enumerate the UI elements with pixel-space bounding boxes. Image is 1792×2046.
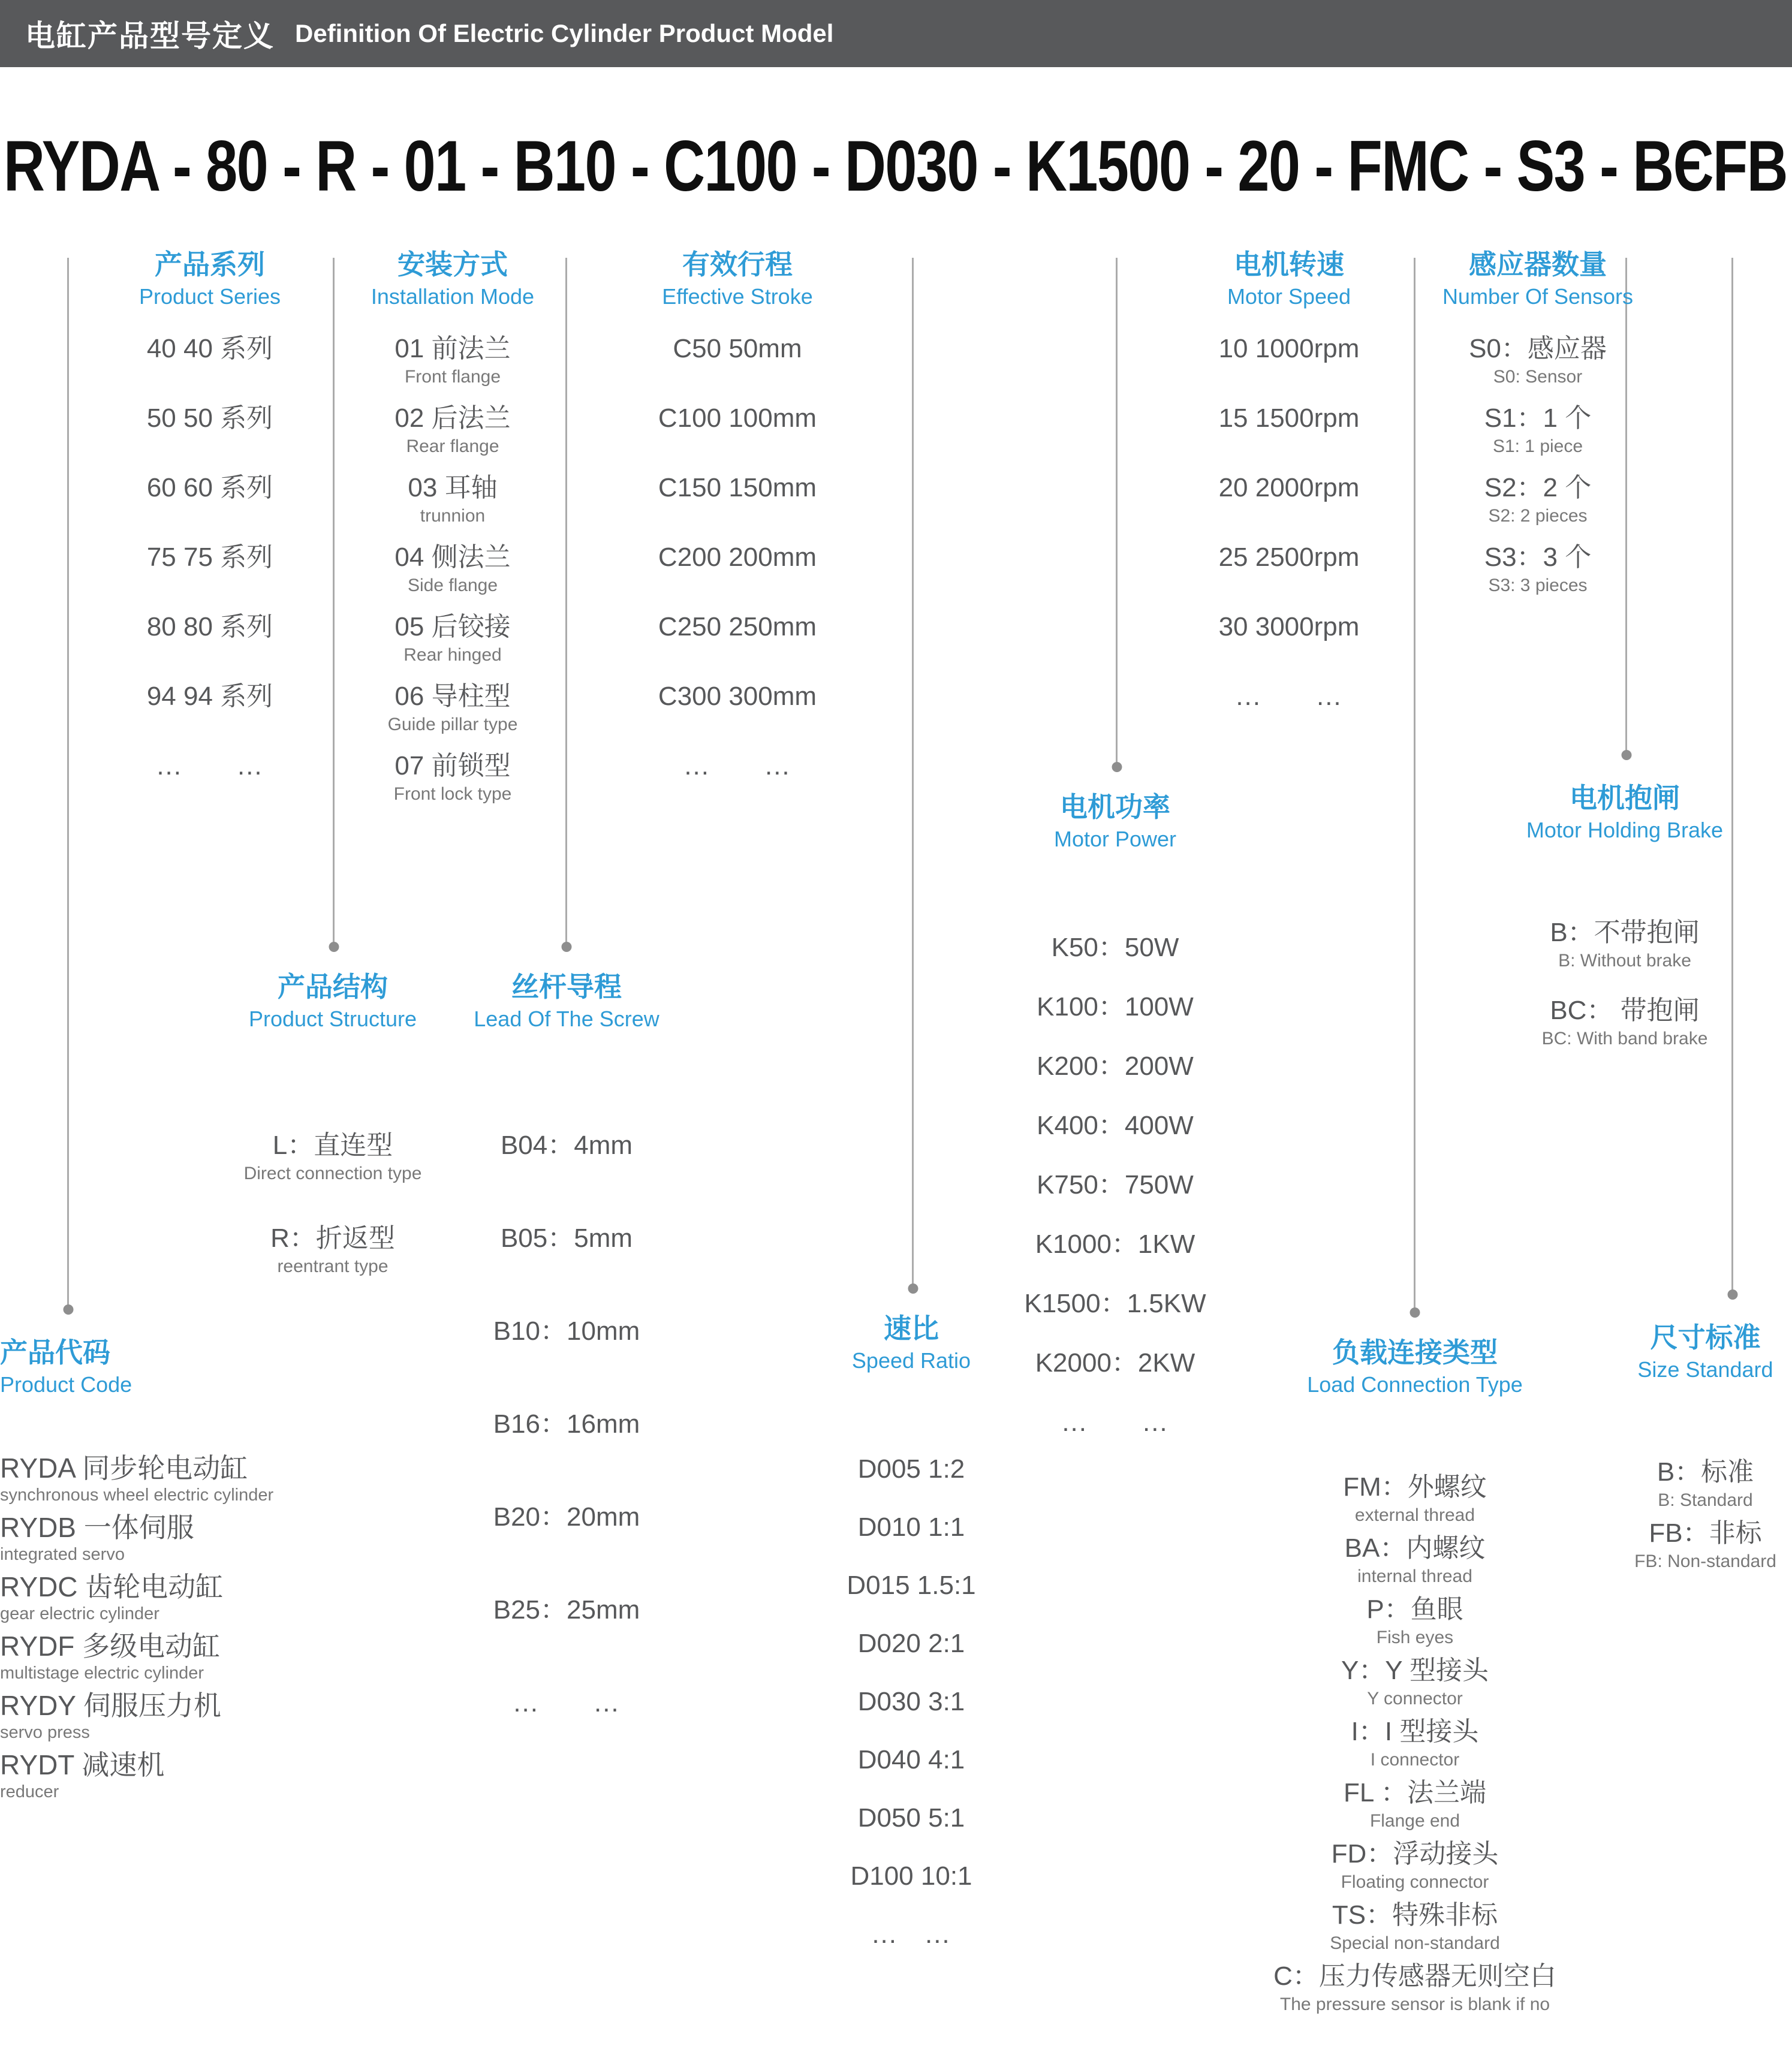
- item-sublabel: multistage electric cylinder: [0, 1664, 204, 1683]
- leader-dot: [561, 942, 571, 952]
- list-item: [1205, 1471, 1625, 1532]
- list-item: B16：16mm: [493, 1409, 640, 1439]
- item-sublabel: reentrant type: [277, 1256, 388, 1276]
- list-item: 15 1500rpm: [1218, 403, 1360, 433]
- list-item: 50 50 系列: [146, 403, 273, 433]
- section-title-zh: 安装方式: [397, 249, 508, 280]
- section-title-zh: 产品代码: [0, 1337, 110, 1368]
- section-title-en: Effective Stroke: [662, 284, 813, 309]
- ellipsis-item: ... ...: [513, 1688, 620, 1717]
- section-product-series: [72, 246, 348, 819]
- section-title-zh: 电机抱闸: [1570, 782, 1680, 813]
- list-item: C200 200mm: [658, 543, 817, 572]
- section-motor-holding-brake: [1457, 779, 1792, 1072]
- item-sublabel: reducer: [0, 1782, 59, 1801]
- list-item: C300 300mm: [658, 682, 817, 711]
- list-item: K750：750W: [1037, 1170, 1194, 1200]
- list-item: [0, 1629, 570, 1689]
- item-label: TS：特殊非标: [1332, 1900, 1498, 1930]
- section-title-zh: 产品系列: [155, 249, 265, 280]
- list-item: [1457, 994, 1792, 1072]
- item-label: FB：非标: [1649, 1518, 1762, 1548]
- list-item: [339, 541, 567, 610]
- item-label: RYDT 减速机: [0, 1749, 165, 1780]
- list-item: [0, 1748, 570, 1807]
- list-item: [339, 332, 567, 402]
- list-item: C50 50mm: [673, 334, 802, 363]
- list-item: D040 4:1: [857, 1745, 965, 1774]
- size-standard-list: [1619, 1456, 1792, 1578]
- section-installation-mode: [339, 246, 567, 819]
- list-item: [198, 1129, 468, 1222]
- section-title-en: Motor Holding Brake: [1526, 818, 1724, 842]
- leader-line-product-code: [67, 258, 69, 1310]
- item-label: 05 后铰接: [394, 612, 511, 641]
- product-series-list: [72, 332, 348, 819]
- section-title-zh: 感应器数量: [1469, 249, 1607, 280]
- section-title-en: Product Structure: [248, 1007, 417, 1031]
- section-product-code: [0, 1334, 570, 1807]
- section-title-en: Size Standard: [1637, 1357, 1773, 1382]
- list-item: [1205, 1654, 1625, 1715]
- list-item: K200：200W: [1037, 1051, 1194, 1081]
- section-title-en: Speed Ratio: [851, 1348, 971, 1373]
- item-sublabel: BC: With band brake: [1541, 1029, 1708, 1048]
- leader-line-motor-power: [1116, 258, 1118, 767]
- section-title-zh: 有效行程: [682, 249, 793, 280]
- list-item: [339, 610, 567, 680]
- item-sublabel: I connector: [1370, 1750, 1460, 1770]
- section-title-zh: 电机功率: [1060, 791, 1170, 822]
- list-item: [0, 1511, 570, 1570]
- list-item: [1418, 332, 1658, 402]
- item-label: 04 侧法兰: [394, 543, 511, 572]
- item-sublabel: Special non-standard: [1330, 1933, 1500, 1953]
- item-sublabel: servo press: [0, 1723, 90, 1742]
- item-sublabel: Front flange: [404, 367, 501, 387]
- item-sublabel: S0: Sensor: [1493, 367, 1583, 387]
- list-item: 40 40 系列: [146, 334, 273, 363]
- section-title-zh: 产品结构: [278, 971, 388, 1002]
- list-item: [1205, 1715, 1625, 1776]
- list-item: 30 3000rpm: [1218, 612, 1360, 641]
- leader-dot: [1409, 1307, 1420, 1318]
- leader-dot: [1727, 1289, 1737, 1300]
- item-label: L：直连型: [272, 1131, 393, 1160]
- list-item: [0, 1689, 570, 1748]
- ellipsis-item: ... ...: [872, 1920, 951, 1949]
- section-number-of-sensors: [1418, 246, 1658, 610]
- item-sublabel: Fish eyes: [1376, 1628, 1454, 1647]
- motor-brake-list: [1457, 916, 1792, 1072]
- item-label: R：折返型: [270, 1224, 395, 1253]
- list-item: D020 2:1: [857, 1629, 965, 1658]
- ellipsis-item: ... ...: [684, 751, 791, 781]
- item-sublabel: Side flange: [407, 575, 498, 595]
- item-sublabel: Y connector: [1367, 1689, 1463, 1708]
- item-sublabel: Flange end: [1369, 1811, 1460, 1831]
- item-sublabel: S3: 3 pieces: [1488, 575, 1588, 595]
- list-item: [1457, 916, 1792, 994]
- list-item: 10 1000rpm: [1218, 334, 1360, 363]
- item-label: C：压力传感器无则空白: [1273, 1961, 1556, 1991]
- item-sublabel: Direct connection type: [243, 1164, 422, 1183]
- list-item: [198, 1222, 468, 1315]
- list-item: [339, 471, 567, 541]
- list-item: [1418, 402, 1658, 471]
- list-item: D100 10:1: [850, 1861, 972, 1891]
- item-sublabel: Rear hinged: [403, 645, 502, 665]
- list-item: B10：10mm: [493, 1316, 640, 1346]
- section-title-en: Lead Of The Screw: [474, 1007, 659, 1031]
- item-label: S0：感应器: [1469, 334, 1607, 363]
- item-sublabel: gear electric cylinder: [0, 1604, 159, 1623]
- item-label: FM：外螺纹: [1343, 1472, 1487, 1502]
- item-label: FL ：法兰端: [1344, 1778, 1486, 1807]
- list-item: [1418, 541, 1658, 610]
- item-sublabel: B: Standard: [1658, 1490, 1753, 1510]
- leader-dot: [63, 1304, 73, 1315]
- section-title-en: Load Connection Type: [1307, 1372, 1523, 1397]
- list-item: D010 1:1: [857, 1512, 965, 1542]
- item-label: I：I 型接头: [1351, 1717, 1479, 1746]
- item-label: FD：浮动接头: [1331, 1839, 1499, 1869]
- list-item: B04：4mm: [500, 1131, 633, 1160]
- leader-line-size-standard: [1731, 258, 1733, 1295]
- item-label: 02 后法兰: [394, 403, 511, 433]
- list-item: [0, 1451, 570, 1511]
- item-sublabel: integrated servo: [0, 1545, 125, 1564]
- section-title-zh: 负载连接类型: [1332, 1337, 1498, 1368]
- speed-ratio-list: [773, 1453, 1049, 1976]
- list-item: C250 250mm: [658, 612, 817, 641]
- list-item: [1205, 1960, 1625, 2021]
- item-label: S2：2 个: [1484, 473, 1592, 502]
- section-title-en: Number Of Sensors: [1442, 284, 1634, 309]
- list-item: [1205, 1776, 1625, 1837]
- item-sublabel: Floating connector: [1341, 1872, 1489, 1892]
- ellipsis-item: ... ...: [1062, 1408, 1168, 1437]
- section-title-en: Motor Speed: [1227, 284, 1351, 309]
- item-sublabel: The pressure sensor is blank if no: [1279, 1994, 1550, 2014]
- list-item: K2000：2KW: [1035, 1348, 1195, 1378]
- section-title-zh: 尺寸标准: [1650, 1322, 1761, 1353]
- leader-line-speed-ratio: [912, 258, 914, 1289]
- list-item: [1619, 1456, 1792, 1517]
- list-item: [1205, 1899, 1625, 1960]
- list-item: B25：25mm: [493, 1595, 640, 1625]
- list-item: [1619, 1517, 1792, 1578]
- item-label: 07 前锁型: [394, 751, 511, 781]
- page-title-zh: 电缸产品型号定义: [25, 19, 275, 53]
- list-item: K1500：1.5KW: [1024, 1289, 1206, 1318]
- section-title-zh: 电机转速: [1234, 249, 1344, 280]
- section-product-structure: [198, 968, 468, 1315]
- model-code: RYDA - 80 - R - 01 - B10 - C100 - D030 - K1500 - 20 - FMC - S3 - BЄFB: [4, 126, 1787, 206]
- list-item: C150 150mm: [658, 473, 817, 502]
- item-label: 06 导柱型: [394, 682, 511, 711]
- leader-dot: [1112, 762, 1122, 772]
- list-item: [1205, 1837, 1625, 1899]
- product-code-list: [0, 1451, 570, 1807]
- list-item: [1205, 1532, 1625, 1593]
- ellipsis-item: ... ...: [1236, 682, 1342, 711]
- item-sublabel: S1: 1 piece: [1492, 436, 1583, 456]
- product-structure-list: [198, 1129, 468, 1315]
- item-sublabel: S2: 2 pieces: [1488, 506, 1588, 526]
- item-label: S1：1 个: [1484, 403, 1592, 433]
- item-sublabel: internal thread: [1357, 1566, 1472, 1586]
- list-item: [339, 402, 567, 471]
- list-item: [0, 1570, 570, 1629]
- item-label: RYDA 同步轮电动缸: [0, 1453, 248, 1484]
- section-title-en: Installation Mode: [371, 284, 535, 309]
- section-title-zh: 丝杆导程: [511, 971, 622, 1002]
- section-title-zh: 速比: [884, 1313, 939, 1344]
- section-title-en: Product Series: [138, 284, 281, 309]
- leader-dot: [329, 942, 339, 952]
- section-speed-ratio: [773, 1310, 1049, 1976]
- list-item: B20：20mm: [493, 1502, 640, 1532]
- item-label: Y：Y 型接头: [1341, 1656, 1489, 1685]
- list-item: K1000：1KW: [1035, 1230, 1195, 1259]
- list-item: [339, 680, 567, 749]
- list-item: 80 80 系列: [146, 612, 273, 641]
- ellipsis-item: ... ...: [156, 751, 263, 781]
- list-item: [1418, 471, 1658, 541]
- section-motor-speed: [1139, 246, 1439, 749]
- list-item: K400：400W: [1037, 1111, 1194, 1140]
- section-load-connection-type: [1205, 1334, 1625, 2021]
- item-label: BC： 带抱闸: [1550, 996, 1700, 1025]
- item-sublabel: Guide pillar type: [387, 715, 518, 734]
- item-label: RYDY 伺服压力机: [0, 1690, 221, 1721]
- item-label: 03 耳轴: [408, 473, 498, 502]
- item-label: 01 前法兰: [394, 334, 511, 363]
- list-item: [339, 749, 567, 819]
- leader-dot: [908, 1283, 918, 1294]
- list-item: D015 1.5:1: [847, 1571, 976, 1600]
- motor-speed-list: [1139, 332, 1439, 749]
- item-label: S3：3 个: [1484, 543, 1592, 572]
- list-item: 60 60 系列: [146, 473, 273, 502]
- list-item: 94 94 系列: [146, 682, 273, 711]
- page-title-en: Definition Of Electric Cylinder Product Model: [295, 19, 834, 47]
- installation-mode-list: [339, 332, 567, 819]
- leader-dot: [1621, 750, 1631, 760]
- sensors-list: [1418, 332, 1658, 610]
- item-sublabel: synchronous wheel electric cylinder: [0, 1485, 274, 1505]
- item-sublabel: B: Without brake: [1558, 951, 1691, 971]
- item-label: RYDF 多级电动缸: [0, 1631, 221, 1662]
- item-sublabel: FB: Non-standard: [1634, 1551, 1776, 1571]
- item-label: RYDB 一体伺服: [0, 1512, 194, 1543]
- list-item: B05：5mm: [500, 1224, 633, 1253]
- item-label: RYDC 齿轮电动缸: [0, 1571, 224, 1602]
- list-item: 25 2500rpm: [1218, 543, 1360, 572]
- list-item: C100 100mm: [658, 403, 817, 433]
- section-effective-stroke: [573, 246, 902, 819]
- item-label: B：标准: [1657, 1457, 1754, 1487]
- list-item: D050 5:1: [857, 1803, 965, 1833]
- section-title-en: Product Code: [0, 1372, 132, 1397]
- list-item: [1205, 1593, 1625, 1654]
- item-sublabel: trunnion: [420, 506, 486, 526]
- item-sublabel: external thread: [1354, 1505, 1475, 1525]
- header-bar: [0, 0, 1792, 67]
- list-item: D005 1:2: [857, 1454, 965, 1484]
- list-item: 75 75 系列: [146, 543, 273, 572]
- list-item: K100：100W: [1037, 992, 1194, 1022]
- load-connection-list: [1205, 1471, 1625, 2021]
- list-item: K50：50W: [1051, 933, 1179, 962]
- item-sublabel: Front lock type: [393, 784, 512, 804]
- effective-stroke-list: [573, 332, 902, 819]
- list-item: D030 3:1: [857, 1687, 965, 1716]
- item-sublabel: Rear flange: [406, 436, 499, 456]
- list-item: 20 2000rpm: [1218, 473, 1360, 502]
- item-label: B：不带抱闸: [1550, 918, 1700, 947]
- section-size-standard: [1619, 1319, 1792, 1578]
- section-title-en: Motor Power: [1053, 827, 1177, 851]
- item-label: BA：内螺纹: [1344, 1533, 1486, 1563]
- item-label: P：鱼眼: [1366, 1595, 1463, 1624]
